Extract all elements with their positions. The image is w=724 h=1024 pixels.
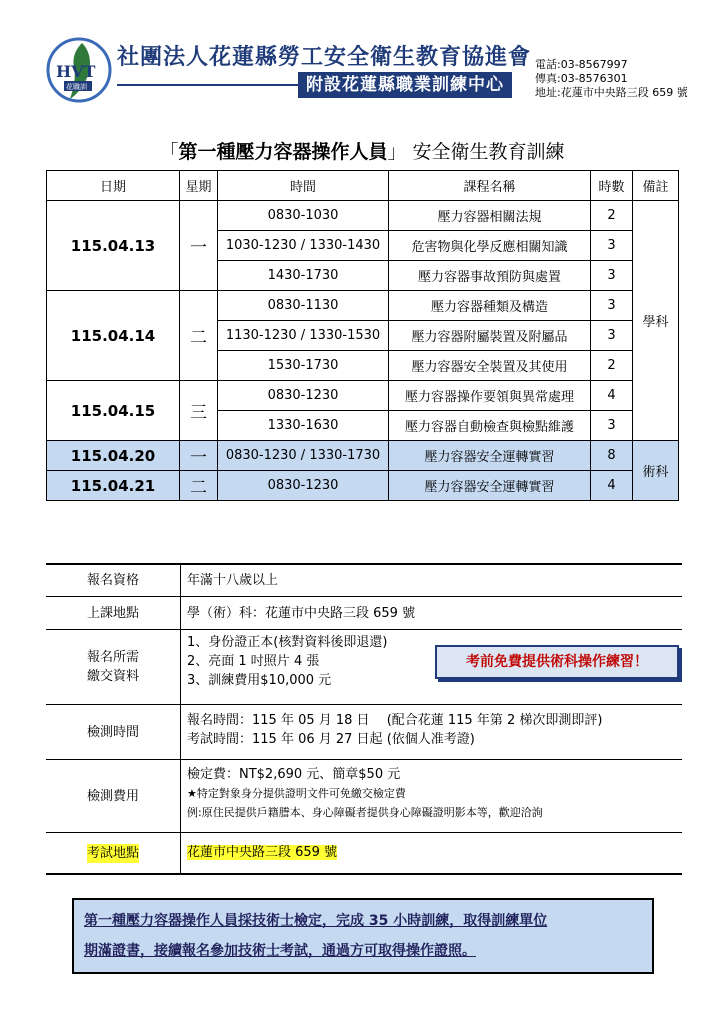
documents-label-line1: 報名所需 bbox=[86, 650, 139, 665]
time-cell: 0830-1230 bbox=[218, 471, 389, 501]
col-header-note: 備註 bbox=[633, 171, 679, 201]
weekday-cell: 二 bbox=[180, 291, 218, 381]
org-name: 社團法人花蓮縣勞工安全衛生教育協進會 bbox=[117, 45, 532, 70]
table-row bbox=[47, 381, 679, 411]
logo-sub: 花職訓 bbox=[66, 83, 87, 91]
date-cell: 115.04.14 bbox=[47, 291, 180, 381]
time-cell: 1530-1730 bbox=[218, 351, 389, 381]
weekday-cell: 二 bbox=[180, 471, 218, 501]
table-row bbox=[47, 291, 679, 321]
org-logo bbox=[46, 37, 112, 103]
course-cell: 危害物與化學反應相關知識 bbox=[389, 231, 591, 261]
col-header-hours: 時數 bbox=[591, 171, 633, 201]
course-title bbox=[0, 137, 724, 164]
exam-place-label-cell bbox=[46, 833, 181, 873]
time-cell: 0830-1230 / 1330-1730 bbox=[218, 441, 389, 471]
col-header-course: 課程名稱 bbox=[389, 171, 591, 201]
hours-cell: 4 bbox=[591, 381, 633, 411]
time-cell: 0830-1130 bbox=[218, 291, 389, 321]
time-cell: 1430-1730 bbox=[218, 261, 389, 291]
exam-fee-label: 檢測費用 bbox=[46, 760, 181, 832]
qualification-label: 報名資格 bbox=[46, 565, 181, 596]
course-cell: 壓力容器附屬裝置及附屬品 bbox=[389, 321, 591, 351]
documents-label bbox=[46, 630, 181, 704]
exam-fee-value bbox=[181, 760, 682, 832]
course-title-close: 」 bbox=[387, 141, 407, 163]
address: 地址:花蓮市中央路三段 659 號 bbox=[535, 86, 688, 99]
training-center-banner: 附設花蓮縣職業訓練中心 bbox=[298, 72, 512, 98]
exam-place-row bbox=[46, 833, 682, 875]
exam-fee-line: 檢定費：NT$2,690 元、簡章$50 元 bbox=[187, 767, 401, 782]
date-cell: 115.04.13 bbox=[47, 201, 180, 291]
table-row bbox=[47, 201, 679, 231]
free-practice-badge: 考前免費提供術科操作練習！ bbox=[435, 645, 679, 679]
exam-time-row bbox=[46, 705, 682, 760]
phone: 電話:03-8567997 bbox=[535, 58, 628, 71]
time-cell: 0830-1230 bbox=[218, 381, 389, 411]
qualification-value: 年滿十八歲以上 bbox=[187, 573, 279, 588]
hours-cell: 3 bbox=[591, 291, 633, 321]
hours-cell: 4 bbox=[591, 471, 633, 501]
course-cell: 壓力容器相關法規 bbox=[389, 201, 591, 231]
exam-time-value bbox=[181, 705, 682, 759]
note-practical: 術科 bbox=[633, 441, 679, 501]
course-cell: 壓力容器安全運轉實習 bbox=[389, 471, 591, 501]
schedule-table bbox=[46, 170, 679, 501]
time-cell: 1330-1630 bbox=[218, 411, 389, 441]
note-academic: 學科 bbox=[633, 201, 679, 441]
exam-place-value-cell bbox=[181, 833, 682, 873]
course-title-open: 「 bbox=[159, 141, 179, 163]
certification-note bbox=[72, 898, 654, 974]
weekday-cell: 一 bbox=[180, 441, 218, 471]
table-row bbox=[47, 471, 679, 501]
hours-cell: 2 bbox=[591, 351, 633, 381]
time-cell: 1030-1230 / 1330-1430 bbox=[218, 231, 389, 261]
logo-letters: HVT bbox=[56, 62, 96, 81]
schedule-header-row bbox=[47, 171, 679, 201]
hours-cell: 3 bbox=[591, 261, 633, 291]
exam-place-label: 考試地點 bbox=[86, 845, 139, 861]
location-row bbox=[46, 597, 682, 630]
location-value: 學（術）科：花蓮市中央路三段 659 號 bbox=[187, 606, 416, 621]
course-title-bold: 第一種壓力容器操作人員 bbox=[178, 141, 388, 163]
course-cell: 壓力容器操作要領與異常處理 bbox=[389, 381, 591, 411]
list-item: 2、亮面 1 吋照片 4 張 bbox=[187, 654, 320, 669]
course-cell: 壓力容器事故預防與處置 bbox=[389, 261, 591, 291]
hours-cell: 8 bbox=[591, 441, 633, 471]
hours-cell: 3 bbox=[591, 411, 633, 441]
location-label: 上課地點 bbox=[46, 597, 181, 629]
exam-fee-row bbox=[46, 760, 682, 833]
time-cell: 0830-1030 bbox=[218, 201, 389, 231]
col-header-date: 日期 bbox=[47, 171, 180, 201]
exemption-example: 例:原住民提供戶籍謄本、身心障礙者提供身心障礙證明影本等，歡迎洽詢 bbox=[187, 806, 543, 819]
exam-date: 考試時間：115 年 06 月 27 日起 (依個人准考證) bbox=[187, 732, 475, 747]
banner-rule bbox=[117, 84, 299, 86]
list-item: 3、訓練費用$10,000 元 bbox=[187, 673, 332, 688]
course-cell: 壓力容器安全運轉實習 bbox=[389, 441, 591, 471]
col-header-time: 時間 bbox=[218, 171, 389, 201]
col-header-weekday: 星期 bbox=[180, 171, 218, 201]
course-cell: 壓力容器自動檢查與檢點維護 bbox=[389, 411, 591, 441]
certification-note-line1: 第一種壓力容器操作人員採技術士檢定，完成 35 小時訓練，取得訓練單位 bbox=[84, 913, 548, 929]
certification-note-line2: 期滿證書，接續報名參加技術士考試，通過方可取得操作證照。 bbox=[84, 943, 476, 959]
time-cell: 1130-1230 / 1330-1530 bbox=[218, 321, 389, 351]
date-cell: 115.04.15 bbox=[47, 381, 180, 441]
weekday-cell: 一 bbox=[180, 201, 218, 291]
date-cell: 115.04.21 bbox=[47, 471, 180, 501]
hours-cell: 3 bbox=[591, 231, 633, 261]
exam-time-label: 檢測時間 bbox=[46, 705, 181, 759]
qualification-row bbox=[46, 563, 682, 597]
registration-info-table bbox=[46, 563, 682, 875]
exemption-note: ★特定對象身分提供證明文件可免繳交檢定費 bbox=[187, 787, 406, 800]
course-title-rest: 安全衛生教育訓練 bbox=[412, 141, 565, 163]
list-item: 1、身份證正本(核對資料後即退還) bbox=[187, 635, 388, 650]
date-cell: 115.04.20 bbox=[47, 441, 180, 471]
contact-info bbox=[535, 58, 688, 100]
fax: 傳真:03-8576301 bbox=[535, 72, 628, 85]
course-cell: 壓力容器安全裝置及其使用 bbox=[389, 351, 591, 381]
weekday-cell: 三 bbox=[180, 381, 218, 441]
hours-cell: 2 bbox=[591, 201, 633, 231]
registration-time: 報名時間：115 年 05 月 18 日 (配合花蓮 115 年第 2 梯次即測即評) bbox=[187, 713, 603, 728]
hours-cell: 3 bbox=[591, 321, 633, 351]
course-cell: 壓力容器種類及構造 bbox=[389, 291, 591, 321]
exam-place-value: 花蓮市中央路三段 659 號 bbox=[187, 845, 338, 860]
table-row bbox=[47, 441, 679, 471]
documents-label-line2: 繳交資料 bbox=[86, 669, 139, 684]
